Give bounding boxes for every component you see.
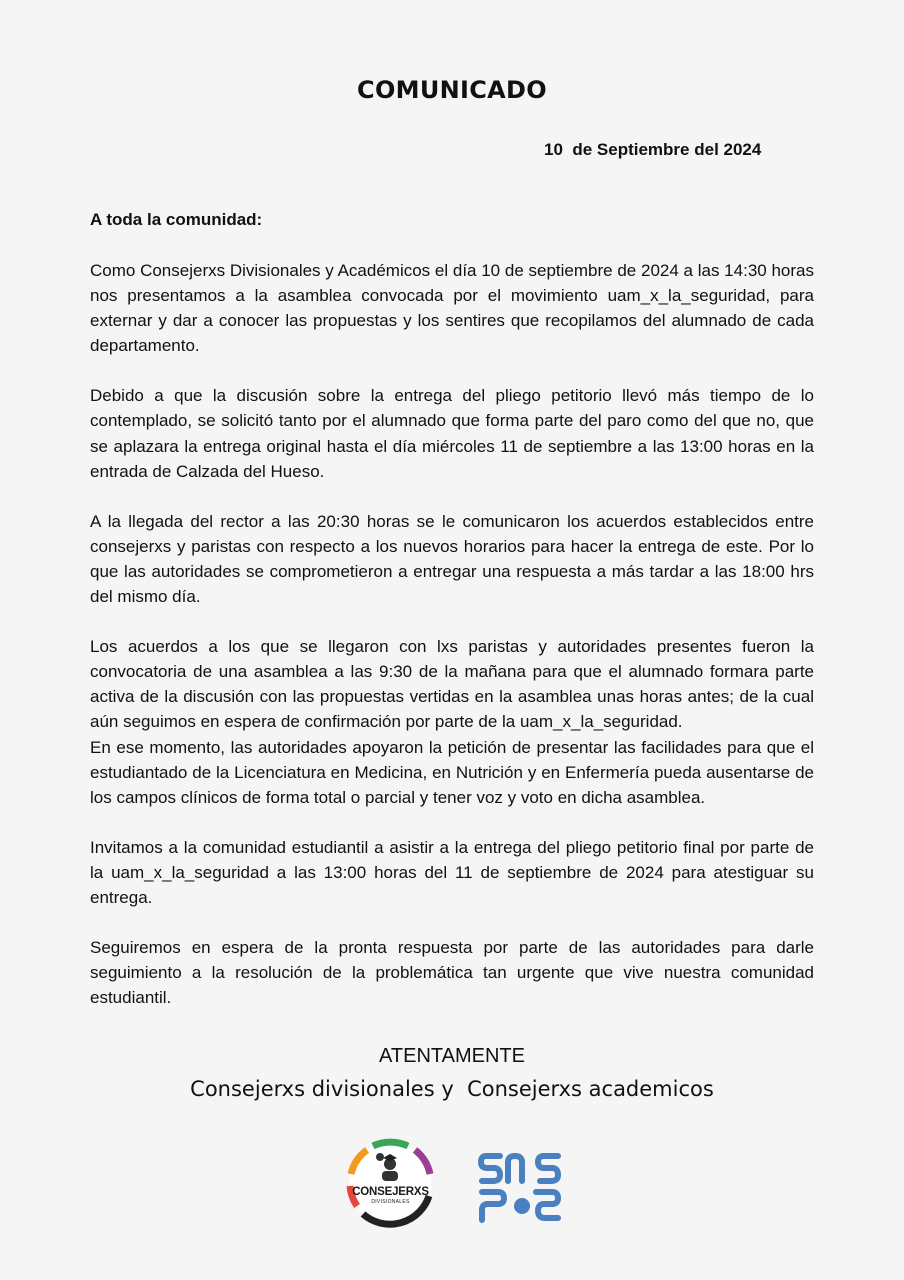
paragraph-4: Los acuerdos a los que se llegaron con lxs paristas y autoridades presentes fueron la convocatoria de una asamblea a las 9:30 de la mañana para que el alumnado formara parte activa de la discusión con las propuestas vertidas en la asamblea unas horas antes; de la cual aún seguimos en espera de confirmación por parte de la uam_x_la_seguridad.: [90, 637, 814, 732]
document-body: [90, 258, 814, 1035]
blue-monogram-icon: [478, 1148, 566, 1226]
paragraph-5: En ese momento, las autoridades apoyaron la petición de presentar las facilidades para que el estudiantado de la Licenciatura en Medicina, en Nutrición y en Enfermería pueda ausentarse de los campos clínicos de forma total o parcial y tener voz y voto en dicha asamblea.: [90, 737, 814, 807]
paragraph-2: Debido a que la discusión sobre la entrega del pliego petitorio llevó más tiempo de lo contemplado, se solicitó tanto por el alumnado que forma parte del paro como del que no, que se aplazara la entrega original hasta el día miércoles 11 de septiembre a las 13:00 horas en la entrada de Calzada del Hueso.: [90, 386, 814, 481]
logo-small-text: · · · · · · · · · · · ·: [357, 1183, 379, 1187]
consejerxs-divisionales-logo: [343, 1136, 438, 1231]
logo-subtitle-text: DIVISIONALES: [371, 1199, 410, 1205]
blue-monogram-logo: [478, 1148, 566, 1226]
paragraph-6: Invitamos a la comunidad estudiantil a asistir a la entrega del pliego petitorio final por parte de la uam_x_la_seguridad a las 13:00 horas del 11 de septiembre de 2024 para atestiguar su entrega.: [90, 837, 814, 907]
page-title: COMUNICADO: [357, 76, 547, 104]
closing: ATENTAMENTE: [379, 1045, 525, 1067]
paragraph-1: Como Consejerxs Divisionales y Académicos el día 10 de septiembre de 2024 a las 14:30 horas nos presentamos a la asamblea convocada por el movimiento uam_x_la_seguridad, para externar y dar a conocer las propuestas y los sentires que recopilamos del alumnado de cada departamento.: [90, 261, 814, 356]
paragraph-3: A la llegada del rector a las 20:30 horas se le comunicaron los acuerdos establecidos entre consejerxs y paristas con respecto a los nuevos horarios para hacer la entrega de este. Por lo que las autoridades se comprometieron a entregar una respuesta a más tardar a las 18:00 hrs del mismo día.: [90, 511, 814, 607]
logo-brand-text: CONSEJERXS: [352, 1186, 429, 1198]
paragraph-7: Seguiremos en espera de la pronta respuesta por parte de las autoridades para darle seguimiento a la resolución de la problemática tan urgente que vive nuestra comunidad estudiantil.: [90, 938, 814, 1008]
document-date: 10 de Septiembre del 2024: [544, 140, 762, 159]
greeting: A toda la comunidad:: [90, 210, 263, 229]
signers: Consejerxs divisionales y Consejerxs academicos: [190, 1077, 714, 1101]
